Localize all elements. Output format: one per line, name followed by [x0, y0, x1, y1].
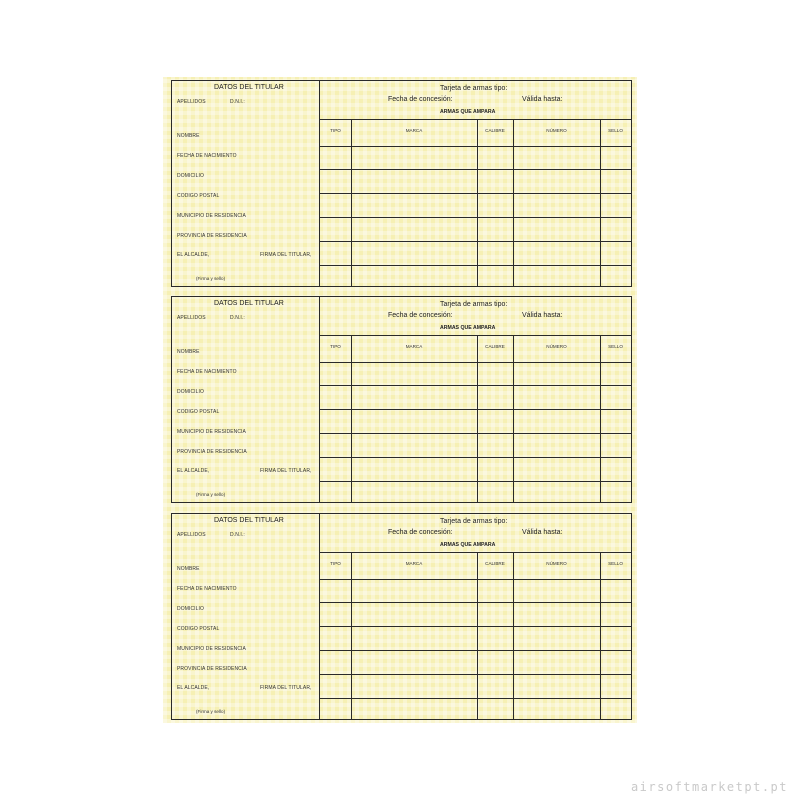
signature-seal-note: (Firma y sello)	[196, 492, 226, 497]
col-marca: MARCA	[405, 344, 423, 349]
surname-label: APELLIDOS	[177, 315, 206, 321]
col-sello: SELLO	[608, 561, 623, 566]
holder-data-section	[172, 297, 320, 502]
col-numero: NÚMERO	[546, 128, 567, 133]
column-divider	[477, 120, 478, 286]
weapons-table	[320, 119, 631, 286]
municipality-label: MUNICIPIO DE RESIDENCIA	[177, 646, 246, 652]
row-divider	[320, 674, 631, 675]
postal-code-label: CODIGO POSTAL	[177, 626, 220, 632]
col-calibre: CALIBRE	[485, 344, 505, 349]
weapons-table-header	[320, 120, 631, 147]
col-tipo: TIPO	[330, 561, 341, 566]
col-sello: SELLO	[608, 344, 623, 349]
name-label: NOMBRE	[177, 349, 200, 355]
issue-date-label: Fecha de concesión:	[388, 529, 453, 536]
issue-date-label: Fecha de concesión:	[388, 312, 453, 319]
card-type-label: Tarjeta de armas tipo:	[440, 301, 508, 308]
weapons-section	[320, 81, 631, 286]
birthdate-label: FECHA DE NACIMIENTO	[177, 153, 237, 159]
card-type-label: Tarjeta de armas tipo:	[440, 518, 508, 525]
row-divider	[320, 626, 631, 627]
holder-signature-label: FIRMA DEL TITULAR,	[260, 685, 312, 691]
valid-until-label: Válida hasta:	[522, 96, 563, 103]
dni-label: D.N.I.:	[230, 315, 245, 321]
postal-code-label: CODIGO POSTAL	[177, 193, 220, 199]
weapons-covered-title: ARMAS QUE AMPARA	[440, 109, 496, 115]
card-type-label: Tarjeta de armas tipo:	[440, 85, 508, 92]
address-label: DOMICILIO	[177, 606, 205, 612]
mayor-label: EL ALCALDE,	[177, 252, 210, 258]
weapons-covered-title: ARMAS QUE AMPARA	[440, 325, 496, 331]
holder-data-section	[172, 81, 320, 286]
holder-data-title: DATOS DEL TITULAR	[214, 517, 284, 524]
column-divider	[351, 120, 352, 286]
row-divider	[320, 602, 631, 603]
province-label: PROVINCIA DE RESIDENCIA	[177, 233, 247, 239]
row-divider	[320, 457, 631, 458]
surname-label: APELLIDOS	[177, 99, 206, 105]
permit-card	[171, 296, 632, 503]
province-label: PROVINCIA DE RESIDENCIA	[177, 449, 247, 455]
birthdate-label: FECHA DE NACIMIENTO	[177, 586, 237, 592]
column-divider	[477, 336, 478, 502]
weapons-section	[320, 514, 631, 719]
column-divider	[351, 336, 352, 502]
mayor-label: EL ALCALDE,	[177, 685, 210, 691]
dni-label: D.N.I.:	[230, 99, 245, 105]
permit-card	[171, 513, 632, 720]
watermark-text: airsoftmarketpt.pt	[630, 780, 788, 794]
col-calibre: CALIBRE	[485, 561, 505, 566]
column-divider	[351, 553, 352, 719]
permit-card	[171, 80, 632, 287]
col-numero: NÚMERO	[546, 344, 567, 349]
issue-date-label: Fecha de concesión:	[388, 96, 453, 103]
col-sello: SELLO	[608, 128, 623, 133]
signature-seal-note: (Firma y sello)	[196, 709, 226, 714]
dni-label: D.N.I.:	[230, 532, 245, 538]
row-divider	[320, 169, 631, 170]
holder-data-title: DATOS DEL TITULAR	[214, 300, 284, 307]
row-divider	[320, 241, 631, 242]
municipality-label: MUNICIPIO DE RESIDENCIA	[177, 429, 246, 435]
column-divider	[513, 553, 514, 719]
column-divider	[600, 336, 601, 502]
weapons-table-header	[320, 553, 631, 580]
birthdate-label: FECHA DE NACIMIENTO	[177, 369, 237, 375]
col-tipo: TIPO	[330, 344, 341, 349]
address-label: DOMICILIO	[177, 173, 205, 179]
row-divider	[320, 698, 631, 699]
postal-code-label: CODIGO POSTAL	[177, 409, 220, 415]
row-divider	[320, 193, 631, 194]
row-divider	[320, 650, 631, 651]
col-numero: NÚMERO	[546, 561, 567, 566]
surname-label: APELLIDOS	[177, 532, 206, 538]
row-divider	[320, 385, 631, 386]
name-label: NOMBRE	[177, 133, 200, 139]
valid-until-label: Válida hasta:	[522, 312, 563, 319]
row-divider	[320, 409, 631, 410]
province-label: PROVINCIA DE RESIDENCIA	[177, 666, 247, 672]
address-label: DOMICILIO	[177, 389, 205, 395]
column-divider	[513, 120, 514, 286]
name-label: NOMBRE	[177, 566, 200, 572]
col-tipo: TIPO	[330, 128, 341, 133]
col-marca: MARCA	[405, 128, 423, 133]
holder-signature-label: FIRMA DEL TITULAR,	[260, 252, 312, 258]
row-divider	[320, 217, 631, 218]
column-divider	[600, 553, 601, 719]
weapons-section	[320, 297, 631, 502]
column-divider	[477, 553, 478, 719]
row-divider	[320, 433, 631, 434]
weapons-table	[320, 552, 631, 719]
mayor-label: EL ALCALDE,	[177, 468, 210, 474]
weapons-table-header	[320, 336, 631, 363]
column-divider	[513, 336, 514, 502]
weapons-covered-title: ARMAS QUE AMPARA	[440, 542, 496, 548]
col-marca: MARCA	[405, 561, 423, 566]
holder-signature-label: FIRMA DEL TITULAR,	[260, 468, 312, 474]
holder-data-section	[172, 514, 320, 719]
row-divider	[320, 265, 631, 266]
row-divider	[320, 481, 631, 482]
municipality-label: MUNICIPIO DE RESIDENCIA	[177, 213, 246, 219]
holder-data-title: DATOS DEL TITULAR	[214, 84, 284, 91]
weapons-table	[320, 335, 631, 502]
signature-seal-note: (Firma y sello)	[196, 276, 226, 281]
col-calibre: CALIBRE	[485, 128, 505, 133]
column-divider	[600, 120, 601, 286]
valid-until-label: Válida hasta:	[522, 529, 563, 536]
